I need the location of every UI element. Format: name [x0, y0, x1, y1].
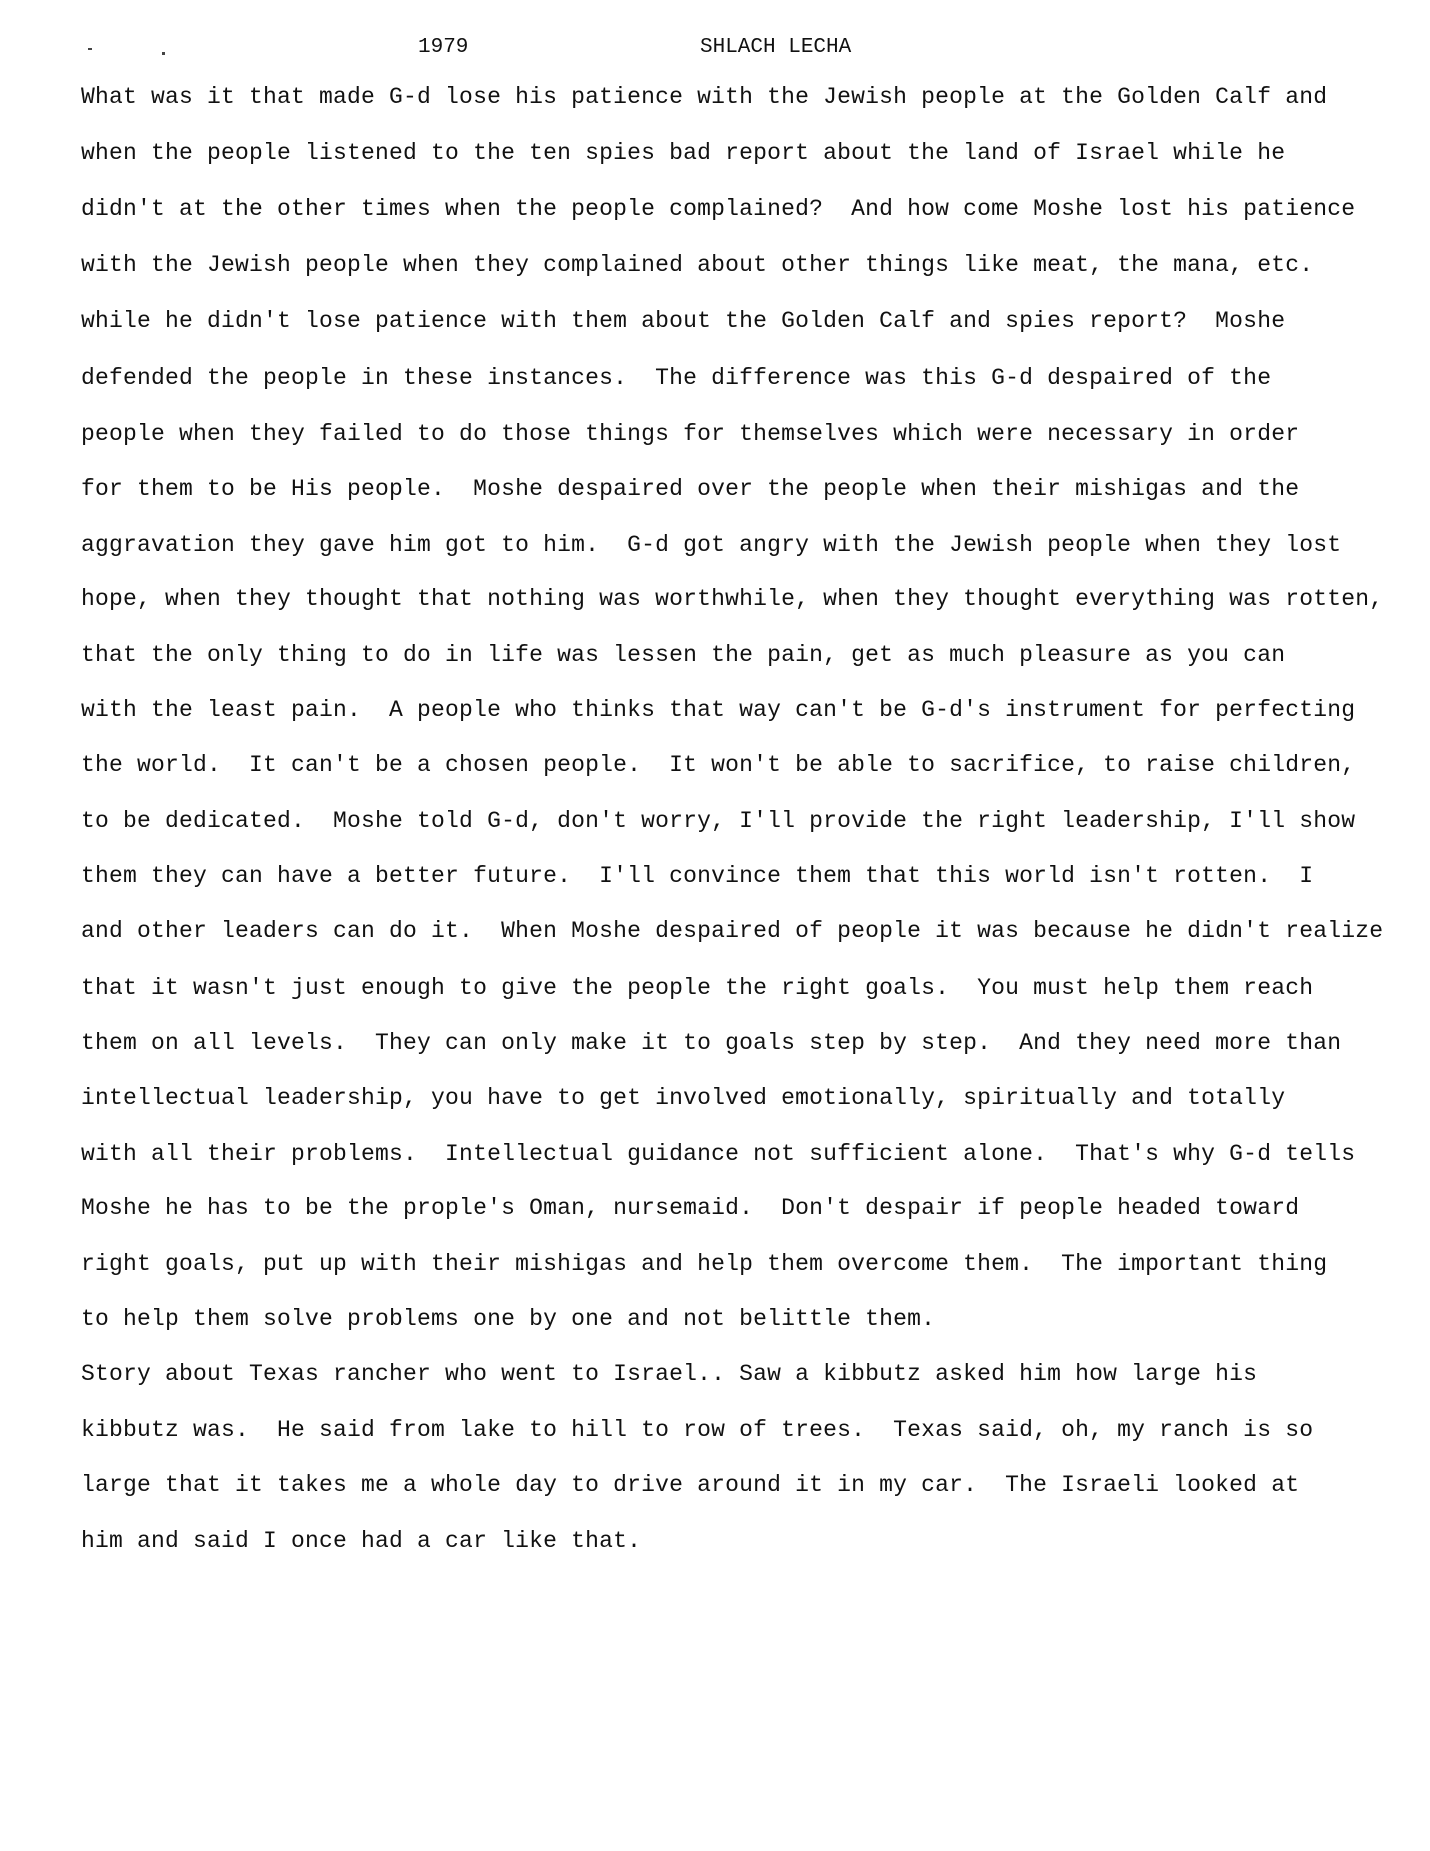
text-line: Moshe he has to be the prople's Oman, nursemaid. Don't despair if people headed toward: [81, 1195, 1300, 1221]
text-line: What was it that made G-d lose his patience with the Jewish people at the Golden Calf and: [81, 84, 1328, 110]
text-line: for them to be His people. Moshe despaired over the people when their mishigas and the: [81, 476, 1300, 502]
text-line: to help them solve problems one by one and not belittle them.: [81, 1306, 936, 1332]
page-header: [0, 36, 1430, 66]
text-line: hope, when they thought that nothing was worthwhile, when they thought everything was rotten,: [81, 586, 1384, 612]
text-line: them on all levels. They can only make it to goals step by step. And they need more than: [81, 1030, 1342, 1056]
header-title: SHLACH LECHA: [700, 36, 852, 59]
text-line: and other leaders can do it. When Moshe despaired of people it was because he didn't realize: [81, 918, 1384, 944]
text-line: kibbutz was. He said from lake to hill to row of trees. Texas said, oh, my ranch is so: [81, 1417, 1314, 1443]
text-line: with the least pain. A people who thinks that way can't be G-d's instrument for perfecting: [81, 697, 1356, 723]
text-line: the world. It can't be a chosen people. It won't be able to sacrifice, to raise children,: [81, 752, 1356, 778]
text-line: with the Jewish people when they complained about other things like meat, the mana, etc.: [81, 252, 1314, 278]
text-line: defended the people in these instances. The difference was this G-d despaired of the: [81, 365, 1272, 391]
text-line: didn't at the other times when the people complained? And how come Moshe lost his patience: [81, 196, 1356, 222]
text-line: them they can have a better future. I'll convince them that this world isn't rotten. I: [81, 863, 1314, 889]
text-line: aggravation they gave him got to him. G-d got angry with the Jewish people when they lost: [81, 532, 1342, 558]
text-line: right goals, put up with their mishigas and help them overcome them. The important thing: [81, 1251, 1328, 1277]
text-line: Story about Texas rancher who went to Israel.. Saw a kibbutz asked him how large his: [81, 1361, 1258, 1387]
header-year: 1979: [418, 36, 469, 59]
text-line: that it wasn't just enough to give the people the right goals. You must help them reach: [81, 975, 1314, 1001]
text-line: with all their problems. Intellectual guidance not sufficient alone. That's why G-d tells: [81, 1141, 1356, 1167]
text-line: when the people listened to the ten spies bad report about the land of Israel while he: [81, 140, 1286, 166]
text-line: to be dedicated. Moshe told G-d, don't worry, I'll provide the right leadership, I'll show: [81, 808, 1356, 834]
text-line: people when they failed to do those things for themselves which were necessary in order: [81, 421, 1300, 447]
text-line: that the only thing to do in life was lessen the pain, get as much pleasure as you can: [81, 642, 1286, 668]
text-line: while he didn't lose patience with them about the Golden Calf and spies report? Moshe: [81, 308, 1286, 334]
text-line: him and said I once had a car like that.: [81, 1528, 642, 1554]
text-line: large that it takes me a whole day to drive around it in my car. The Israeli looked at: [81, 1472, 1300, 1498]
text-line: intellectual leadership, you have to get involved emotionally, spiritually and totally: [81, 1085, 1286, 1111]
